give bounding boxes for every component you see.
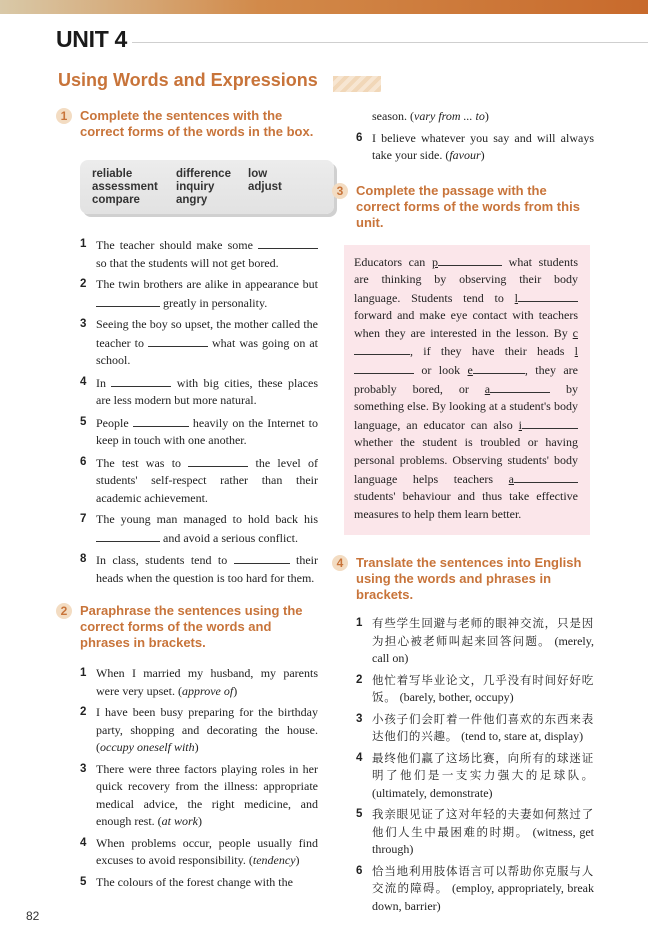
item-number: 3	[80, 762, 87, 775]
bracket-hint: at work	[161, 814, 198, 828]
answer-blank	[258, 236, 318, 249]
item-number: 4	[80, 836, 87, 849]
item-number: 1	[356, 617, 363, 630]
task-4	[332, 555, 594, 915]
keyword-hint: (witness, get through)	[372, 824, 595, 857]
task-3-header	[332, 183, 594, 231]
task-2-number: 2	[56, 603, 72, 619]
left-column	[56, 108, 318, 901]
translation-item	[332, 615, 594, 668]
task-3-title: Complete the passage with the correct forms of the words from this unit.	[356, 182, 580, 230]
box-word: adjust	[248, 181, 282, 193]
answer-blank	[490, 380, 550, 393]
task-1-number: 1	[56, 108, 72, 124]
chinese-sentence: 他忙着写毕业论文，几乎没有时间好好吃饭。	[372, 672, 594, 705]
item-number: 1	[80, 667, 87, 679]
item-number: 2	[80, 706, 87, 718]
blank-first-letter: l	[574, 344, 578, 359]
sentence-item[interactable]: 5 People heavily on the Internet to keep in touch with one another.	[80, 415, 318, 447]
bracket-hint: tendency	[252, 853, 296, 867]
box-word: inquiry	[176, 181, 215, 193]
blank-first-letter: p	[431, 254, 438, 269]
task-4-header	[332, 555, 594, 603]
item-number: 6	[356, 864, 363, 877]
paraphrase-item: 3 There were three factors playing roles in her quick recovery from the illness: appropriate medical advice, the right medicine, and enough rest. (at work)	[80, 761, 318, 828]
item-number: 5	[80, 415, 87, 428]
keyword-hint: (employ, appropriately, break down, barrier)	[372, 881, 595, 913]
paraphrase-item: 6 I believe whatever you say and will always take your side. (favour)	[356, 130, 594, 162]
box-word: assessment	[92, 181, 158, 193]
task-2-title: Paraphrase the sentences using the correct forms of the words and phrases in brackets.	[80, 603, 303, 650]
item-number: 3	[80, 318, 87, 330]
task-4-items	[332, 615, 594, 915]
item-number: 2	[80, 278, 87, 290]
task-1-items	[56, 236, 318, 587]
blank-first-letter: e	[467, 363, 473, 378]
answer-blank	[438, 253, 502, 266]
item-number: 4	[356, 751, 363, 764]
box-word: compare	[92, 194, 140, 206]
sentence-item[interactable]: 1 The teacher should make some so that the students will not get bored.	[56, 236, 318, 272]
translation-item	[332, 750, 594, 803]
answer-blank	[518, 289, 578, 302]
answer-blank	[96, 529, 160, 542]
item-number: 3	[356, 712, 363, 725]
item-number: 2	[356, 673, 363, 686]
box-word: difference	[176, 168, 231, 180]
item-number: 6	[356, 131, 363, 144]
keyword-hint: (merely, call on)	[372, 633, 594, 666]
translation-item	[332, 672, 594, 707]
translation-item	[332, 806, 594, 859]
keyword-hint: (tend to, stare at, display)	[461, 729, 584, 744]
sentence-item[interactable]: 6 The test was to the level of students' self-respect rather than their academic achievement.	[80, 455, 318, 505]
answer-blank	[234, 551, 290, 564]
task-2	[56, 603, 318, 891]
keyword-hint: (barely, bother, occupy)	[399, 690, 514, 705]
chinese-sentence: 恰当地利用肢体语言可以帮助你克服与人交流的障碍。	[372, 863, 594, 896]
answer-blank	[111, 374, 171, 387]
item-number: 1	[80, 238, 87, 250]
bracket-hint: favour	[449, 148, 481, 162]
task-3-number: 3	[332, 183, 348, 199]
task-4-number: 4	[332, 555, 348, 571]
translation-item	[332, 863, 594, 916]
answer-blank	[148, 334, 208, 347]
sentence-item[interactable]: 7 The young man managed to hold back his and avoid a serious conflict.	[80, 512, 318, 545]
chinese-sentence: 我亲眼见证了这对年轻的夫妻如何熬过了他们人生中最困难的时期。	[372, 807, 594, 839]
keyword-hint: (ultimately, demonstrate)	[372, 785, 493, 800]
bracket-hint: approve of	[181, 683, 234, 698]
task-1-header	[56, 108, 318, 140]
task-2-items-right	[332, 108, 594, 165]
answer-blank	[188, 454, 248, 467]
blank-first-letter: c	[572, 325, 578, 340]
task-2-items-left	[56, 665, 318, 891]
page-number: 82	[26, 909, 40, 923]
section-heading: Using Words and Expressions	[58, 70, 318, 90]
sentence-item[interactable]: 2 The twin brothers are alike in appearance but greatly in personality.	[80, 277, 318, 310]
translation-item	[332, 711, 594, 746]
task-2-header	[56, 603, 318, 651]
right-column	[332, 108, 594, 925]
answer-blank	[96, 294, 160, 307]
paraphrase-item: 5 The colours of the forest change with the	[56, 874, 318, 892]
box-word: low	[248, 168, 268, 180]
top-decorative-bar	[0, 0, 648, 14]
blank-first-letter: l	[514, 290, 518, 305]
heading-decoration	[333, 76, 381, 92]
word-box	[80, 160, 334, 214]
item-number: 5	[80, 875, 87, 888]
paraphrase-item: 1 When I married my husband, my parents were very upset. (approve of)	[80, 666, 318, 698]
answer-blank	[354, 361, 414, 374]
unit-title: UNIT 4	[56, 26, 128, 52]
blank-first-letter: a	[484, 381, 491, 396]
bracket-hint: occupy oneself with	[100, 740, 195, 754]
item-number: 7	[80, 513, 87, 525]
sentence-item[interactable]: 4 In with big cities, these places are less modern but more natural.	[80, 375, 318, 407]
paraphrase-item-continued: season. (vary from ... to)	[372, 109, 489, 123]
unit-divider	[132, 42, 648, 43]
sentence-item[interactable]: 3 Seeing the boy so upset, the mother called the teacher to what was going on at school.	[80, 317, 319, 367]
task-1	[56, 108, 318, 587]
item-number: 6	[80, 455, 87, 468]
paraphrase-item: 2 I have been busy preparing for the birthday party, shopping and decorating the house. (occupy oneself with)	[80, 705, 318, 754]
answer-blank	[514, 470, 578, 483]
answer-blank	[133, 414, 189, 427]
answer-blank	[354, 342, 410, 355]
bracket-hint: vary from ... to	[414, 109, 485, 123]
chinese-sentence: 有些学生回避与老师的眼神交流，只是因为担心被老师叫起来回答问题。	[372, 616, 594, 648]
item-number: 4	[80, 375, 87, 388]
answer-blank	[473, 361, 525, 374]
box-word: angry	[176, 194, 208, 206]
answer-blank	[522, 416, 578, 429]
task-1-title: Complete the sentences with the correct forms of the words in the box.	[80, 108, 314, 139]
box-word: reliable	[92, 168, 133, 180]
blank-first-letter: i	[518, 417, 522, 432]
task-4-title: Translate the sentences into English using the words and phrases in brackets.	[356, 555, 582, 603]
chinese-sentence: 小孩子们会盯着一件他们喜欢的东西来表达他们的兴趣。	[372, 711, 594, 744]
task-3	[332, 183, 594, 536]
sentence-item[interactable]: 8 In class, students tend to their heads when the question is too hard for them.	[80, 553, 318, 585]
chinese-sentence: 最终他们赢了这场比赛，向所有的球迷证明了他们是一支实力强大的足球队。	[372, 750, 594, 783]
paraphrase-item: 4 When problems occur, people usually find excuses to avoid responsibility. (tendency)	[80, 835, 318, 867]
item-number: 8	[80, 553, 87, 565]
task-3-passage: Educators can p what students are thinking by observing their body language. Students tend to l forward and make eye contact with teachers when they are interested in the lesson. By c, if they have their heads l or look e , they are probably bored, or a by something else. By looking at a student's body language, an educator can also i whether the student is troubled or having personal problems. Observing students' body language helps teachers a students' behaviour and thus take effective measures to help them learn better.	[344, 245, 590, 536]
blank-first-letter: a	[508, 471, 514, 486]
item-number: 5	[356, 808, 363, 821]
